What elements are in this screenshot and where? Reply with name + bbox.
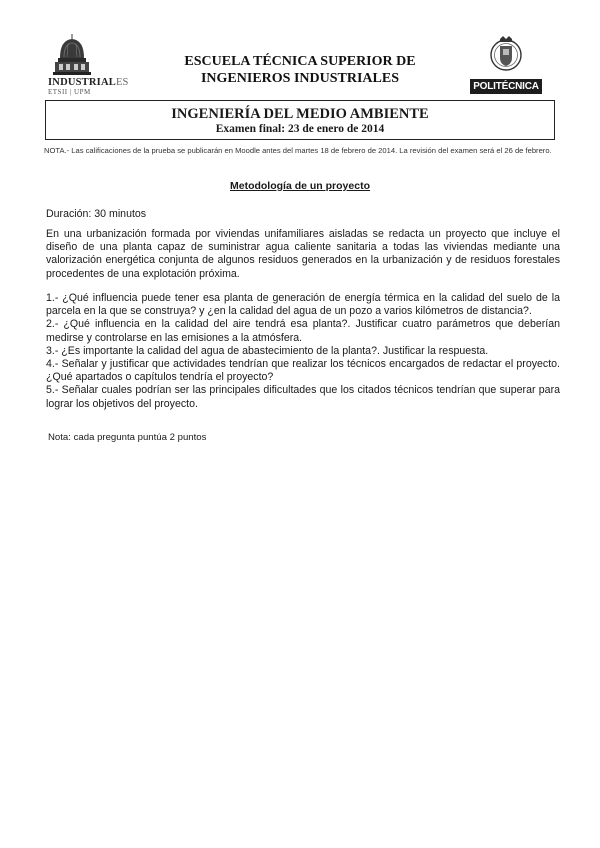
question-4: 4.- Señalar y justificar que actividades tendrían que realizar los técnicos encargados de redactar el proyecto. ¿Qué apartados o capítulos tendría el proyecto? <box>46 358 560 384</box>
question-5: 5.- Señalar cuales podrían ser las principales dificultades que los citados técnicos tendrían que superar para lograr los objetivos del proyecto. <box>46 384 560 410</box>
exam-date: Examen final: 23 de enero de 2014 <box>215 123 385 135</box>
grades-note: NOTA.- Las calificaciones de la prueba se publicarán en Moodle antes del martes 18 de febrero de 2014. La revisión del examen será el 26 de febrero. <box>44 146 552 155</box>
dome-building-icon <box>52 34 92 76</box>
question-3: 3.- ¿Es importante la calidad del agua de abastecimiento de la planta?. Justificar la respuesta. <box>46 344 489 357</box>
question-2: 2.- ¿Qué influencia en la calidad del aire tendrá esa planta?. Justificar cuatro parámetros que deberían medirse y controlarse en las emisiones a la atmósfera. <box>46 318 560 344</box>
section-heading <box>0 180 600 192</box>
exam-title-box <box>45 100 555 140</box>
coat-of-arms-icon <box>489 36 523 76</box>
school-name <box>150 53 450 87</box>
brand-bold: INDUSTRIAL <box>48 77 116 88</box>
brand-light: ES <box>115 77 129 88</box>
intro-paragraph: En una urbanización formada por viviendas unifamiliares aisladas se redacta un proyecto que incluye el diseño de una planta capaz de suministrar agua caliente sanitaria a todas las viviendas mediante una valorización energética conjunta de algunos residuos generados en la urbanización y de residuos forestales procedentes de una explotación próxima. <box>46 228 560 280</box>
heading-text: Metodología de un proyecto <box>229 180 370 192</box>
upm-logo <box>466 36 546 94</box>
scoring-note: Nota: cada pregunta puntúa 2 puntos <box>48 432 207 443</box>
school-line-2: INGENIEROS INDUSTRIALES <box>200 71 399 86</box>
etsii-logo <box>48 34 148 96</box>
subject-title: INGENIERÍA DEL MEDIO AMBIENTE <box>171 106 429 122</box>
politecnica-label: POLITÉCNICA <box>470 79 542 94</box>
question-list <box>46 292 560 411</box>
etsii-brand <box>48 77 148 88</box>
school-line-1: ESCUELA TÉCNICA SUPERIOR DE <box>184 54 416 69</box>
etsii-sub: ETSII | UPM <box>48 88 91 96</box>
duration: Duración: 30 minutos <box>46 208 147 220</box>
question-1: 1.- ¿Qué influencia puede tener esa planta de generación de energía térmica en la calidad del suelo de la parcela en la que se construya? y ¿en la calidad del agua de un pozo a varios kilómetros de distancia?. <box>46 292 560 318</box>
